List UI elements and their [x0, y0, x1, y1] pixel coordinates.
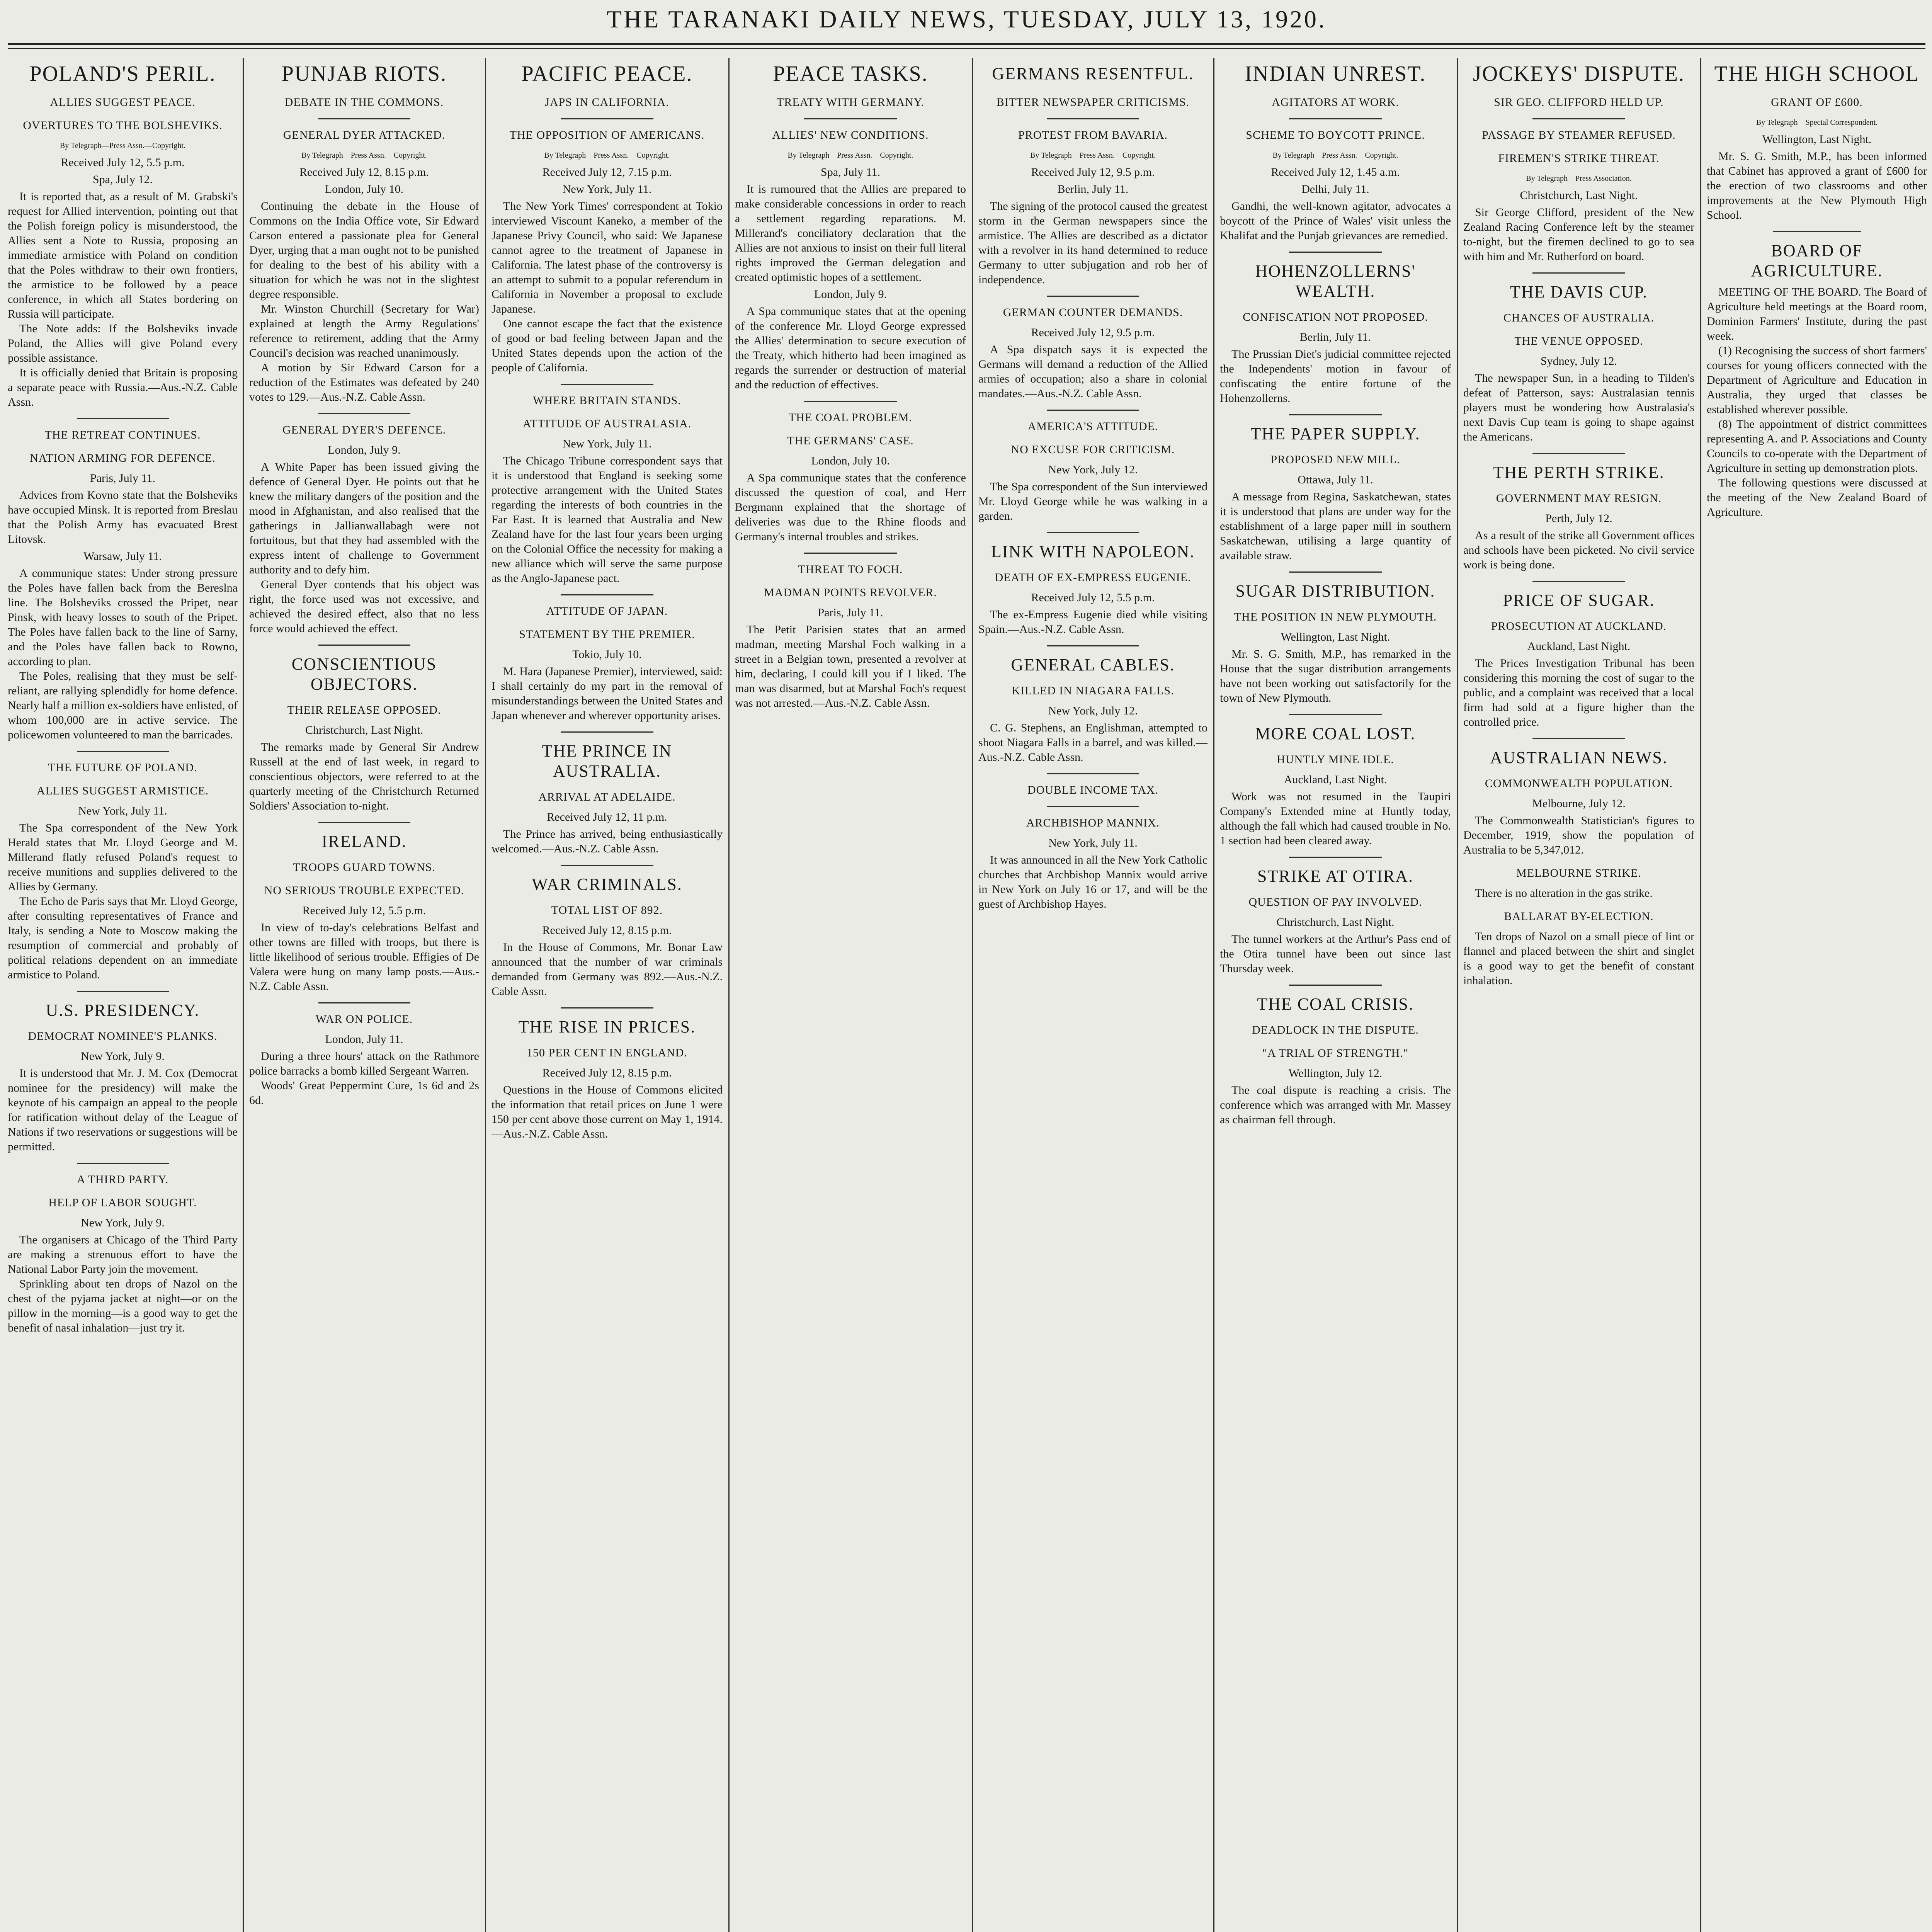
headline: JOCKEYS' DISPUTE. [1473, 62, 1685, 86]
subheading: MELBOURNE STRIKE. [1516, 867, 1641, 879]
paragraph: The newspaper Sun, in a heading to Tilden's defeat of Patterson, says: Australasian tennis players must be wondering how Australasia's next Davis Cup team is going to shape against the Americans. [1463, 372, 1694, 443]
dateline: Sydney, July 12. [1540, 355, 1617, 367]
paragraph: M. Hara (Japanese Premier), interviewed, said: I shall certainly do my part in the removal of misunderstandings between the United States and Japan whenever and wherever opportunity arises. [492, 665, 723, 722]
dateline: Paris, July 11. [90, 472, 155, 485]
section-heading: THE COAL CRISIS. [1257, 995, 1414, 1014]
divider [1289, 118, 1381, 119]
section-heading: SUGAR DISTRIBUTION. [1235, 582, 1435, 600]
subheading: SCHEME TO BOYCOTT PRINCE. [1246, 129, 1425, 141]
received-line: Received July 12, 8.15 p.m. [299, 166, 429, 179]
divider [1047, 532, 1139, 533]
headline: GERMANS RESENTFUL. [992, 64, 1194, 83]
column-rule [972, 58, 973, 1932]
subheading: TROOPS GUARD TOWNS. [293, 861, 435, 874]
subheading: NO EXCUSE FOR CRITICISM. [1011, 443, 1175, 456]
subheading: BITTER NEWSPAPER CRITICISMS. [996, 96, 1190, 109]
subheading: WHERE BRITAIN STANDS. [533, 394, 681, 407]
paragraph: The tunnel workers at the Arthur's Pass end of the Otira tunnel have been out since last Thursday week. [1220, 933, 1451, 975]
column-punjab [245, 58, 483, 1932]
subheading: DEMOCRAT NOMINEE'S PLANKS. [28, 1030, 218, 1043]
paragraph: The Chicago Tribune correspondent says that it is understood that England is seeking some protective arrangement with the United States regarding the interests of both countries in the Far East. It is learned that Australia and New Zealand have for the last four years been urging on the Colonial Office the necessity for making a new alliance which will serve the same purpose as the Anglo-Japanese pact. [492, 454, 723, 585]
divider [561, 865, 653, 866]
paragraph: The Echo de Paris says that Mr. Lloyd George, after consulting representatives of France and Italy, is sending a Note to Moscow making the resumption of commercial and probably of political relations dependent on an immediate armistice to Poland. [8, 895, 238, 981]
paragraph: Sir George Clifford, president of the New Zealand Racing Conference left by the steamer to-night, but the firemen declined to go to sea with him and Mr. Rutherford on board. [1463, 206, 1694, 263]
divider [318, 645, 410, 646]
divider [561, 1007, 653, 1009]
column-rule [728, 58, 730, 1932]
paragraph: The Note adds: If the Bolsheviks invade Poland, the Allies will give Poland every possible assistance. [8, 322, 238, 364]
paragraph: Advices from Kovno state that the Bolsheviks have occupied Minsk. It is reported from Breslau that the Polish Army has evacuated Brest Litovsk. [8, 489, 238, 546]
paragraph: The Commonwealth Statistician's figures to December, 1919, show the population of Australia to be 5,347,012. [1463, 814, 1694, 856]
dateline: London, July 11. [325, 1033, 403, 1046]
subheading: SIR GEO. CLIFFORD HELD UP. [1494, 96, 1664, 109]
paragraph: There is no alteration in the gas strike. [1475, 887, 1653, 900]
masthead-rule-thin [8, 48, 1925, 49]
divider [318, 118, 410, 119]
section-heading: THE DAVIS CUP. [1510, 282, 1648, 301]
headline: INDIAN UNREST. [1245, 62, 1426, 86]
divider [1289, 571, 1381, 573]
subheading: HUNTLY MINE IDLE. [1277, 753, 1394, 766]
advertisement: Ten drops of Nazol on a small piece of lint or flannel and placed between the shirt and singlet is a good way to get the benefit of constant inhalation. [1463, 930, 1694, 987]
subheading: GENERAL DYER'S DEFENCE. [282, 423, 446, 436]
divider [318, 822, 410, 823]
paragraph: C. G. Stephens, an Englishman, attempted to shoot Niagara Falls in a barrel, and was killed.—Aus.-N.Z. Cable Assn. [978, 721, 1208, 764]
subheading: GOVERNMENT MAY RESIGN. [1496, 492, 1662, 505]
advertisement: Woods' Great Peppermint Cure, 1s 6d and 2s 6d. [249, 1079, 479, 1107]
divider [77, 751, 169, 752]
paragraph: The Prices Investigation Tribunal has been considering this morning the cost of sugar to the public, and a complaint was received that a local firm had sold at a figure higher than the controlled price. [1463, 657, 1694, 728]
subheading: JAPS IN CALIFORNIA. [545, 96, 669, 109]
paragraph: Mr. Winston Churchill (Secretary for War) explained at length the Army Regulations' reference to retirement, adding that the Army Council's decision was reached unanimously. [249, 303, 479, 359]
subheading: CHANCES OF AUSTRALIA. [1503, 311, 1655, 324]
subheading: OVERTURES TO THE BOLSHEVIKS. [23, 119, 223, 132]
subheading: PASSAGE BY STEAMER REFUSED. [1482, 129, 1676, 141]
credit-line: By Telegraph—Press Assn.—Copyright. [787, 151, 913, 160]
section-heading: THE PRINCE IN AUSTRALIA. [542, 742, 672, 781]
subheading: A THIRD PARTY. [77, 1173, 169, 1186]
divider [318, 1002, 410, 1003]
section-heading: IRELAND. [321, 832, 407, 851]
paragraph: A communique states: Under strong pressure the Poles have fallen back from the Bereslna line. The Bolsheviks crossed the Pripet, near Pinsk, with heavy losses to south of the Pripet. The Poles have fallen back to the line of Sarny, and the Poles have fallen back to Rowno, according to plan. [8, 567, 238, 668]
subheading: BALLARAT BY-ELECTION. [1504, 910, 1654, 923]
column-rule [1213, 58, 1214, 1932]
paragraph: A Spa communique states that the conference discussed the question of coal, and Herr Bergmann explained that the shortage of deliveries was due to the Rhine floods and Germany's internal troubles and strikes. [735, 471, 966, 543]
subheading: 150 PER CENT IN ENGLAND. [527, 1046, 687, 1059]
subheading: PROSECUTION AT AUCKLAND. [1491, 620, 1667, 633]
section-heading: PRICE OF SUGAR. [1503, 591, 1655, 610]
divider [804, 118, 896, 119]
masthead-rule [8, 43, 1925, 45]
headline: PEACE TASKS. [773, 62, 928, 86]
paragraph: Gandhi, the well-known agitator, advocates a boycott of the Prince of Wales' visit unless the Khalifat and the Punjab grievances are remedied. [1220, 200, 1451, 242]
dateline: Received July 12, 9.5 p.m. [1031, 326, 1155, 339]
subheading: DEADLOCK IN THE DISPUTE. [1252, 1024, 1419, 1036]
divider [1532, 453, 1625, 454]
divider [77, 1163, 169, 1164]
subheading: TOTAL LIST OF 892. [551, 904, 663, 917]
column-poland [4, 58, 242, 1932]
column-rule [1457, 58, 1458, 1932]
divider [1532, 118, 1625, 119]
subheading: QUESTION OF PAY INVOLVED. [1248, 896, 1422, 908]
column-rule [243, 58, 244, 1932]
divider [804, 553, 896, 554]
subheading: ALLIES' NEW CONDITIONS. [772, 129, 929, 141]
paragraph: Mr. S. G. Smith, M.P., has remarked in the House that the sugar distribution arrangements have not been working out satisfactorily for the town of New Plymouth. [1220, 648, 1451, 704]
subheading: ATTITUDE OF JAPAN. [546, 605, 668, 617]
column-peace-tasks [731, 58, 970, 1932]
paragraph: The Spa correspondent of the New York Herald states that Mr. Lloyd George and M. Millerand flatly refused Poland's request to receive munitions and supplies delivered to the Allies by Germany. [8, 821, 238, 893]
credit-line: By Telegraph—Press Assn.—Copyright. [544, 151, 670, 160]
paragraph: A motion by Sir Edward Carson for a reduction of the Estimates was defeated by 240 votes to 129.—Aus.-N.Z. Cable Assn. [249, 361, 479, 403]
dateline: New York, July 11. [562, 437, 652, 450]
dateline: Tokio, July 10. [572, 648, 642, 661]
paragraph: A Spa dispatch says it is expected the Germans will demand a reduction of the Allied armies of occupation; also a share in colonial mandates.—Aus.-N.Z. Cable Assn. [978, 343, 1208, 400]
dateline: Warsaw, July 11. [83, 550, 162, 563]
received-line: Received July 12, 5.5 p.m. [61, 156, 185, 169]
subheading: MADMAN POINTS REVOLVER. [764, 586, 937, 599]
section-heading: HOHENZOLLERNS' WEALTH. [1255, 262, 1416, 301]
subheading: HELP OF LABOR SOUGHT. [48, 1196, 197, 1209]
dateline: Berlin, July 11. [1300, 331, 1371, 344]
paragraph: The Prince has arrived, being enthusiastically welcomed.—Aus.-N.Z. Cable Assn. [492, 828, 723, 855]
subheading: DEBATE IN THE COMMONS. [284, 96, 444, 109]
dateline: New York, July 12. [1048, 704, 1138, 717]
paragraph: A message from Regina, Saskatchewan, states it is understood that plans are under way for the establishment of a large paper mill in southern Saskatchewan, utilising a large quantity of available straw. [1220, 490, 1451, 562]
divider [1047, 410, 1139, 411]
divider [1289, 857, 1381, 858]
subheading: STATEMENT BY THE PREMIER. [519, 628, 695, 641]
subheading: THEIR RELEASE OPPOSED. [287, 704, 441, 716]
paragraph: The Petit Parisien states that an armed madman, meeting Marshal Foch walking in a street in a Belgian town, presented a revolver at him, declaring, I could kill you if I liked. The man was disarmed, but at Marshal Foch's request was not arrested.—Aus.-N.Z. Cable Assn. [735, 623, 966, 709]
received-line: Received July 12, 1.45 a.m. [1271, 166, 1400, 179]
subheading: THE GERMANS' CASE. [787, 434, 914, 447]
subheading: THE POSITION IN NEW PLYMOUTH. [1234, 611, 1437, 623]
credit-line: By Telegraph—Special Correspondent. [1756, 118, 1878, 127]
divider [1532, 581, 1625, 582]
subheading: AGITATORS AT WORK. [1272, 96, 1399, 109]
paragraph: Continuing the debate in the House of Commons on the India Office vote, Sir Edward Carson entered a passionate plea for General Dyer, urging that a man ought not to be punished for dealing to the best of his ability with a situation for which he was not in the slightest degree responsible. [249, 200, 479, 301]
subheading: "A TRIAL OF STRENGTH." [1262, 1047, 1409, 1060]
divider [804, 401, 896, 402]
dateline: Christchurch, Last Night. [305, 724, 423, 736]
section-heading: WAR CRIMINALS. [532, 875, 682, 894]
dateline: Wellington, Last Night. [1762, 133, 1872, 146]
divider [1047, 118, 1139, 119]
divider [318, 413, 410, 414]
paragraph: The remarks made by General Sir Andrew Russell at the end of last week, in regard to conscientious objectors, were referred to at the quarterly meeting of the Christchurch Returned Soldiers' Association to-night. [249, 741, 479, 812]
subheading: THREAT TO FOCH. [798, 563, 903, 576]
dateline: Received July 12, 8.15 p.m. [542, 924, 672, 937]
subheading: CONFISCATION NOT PROPOSED. [1243, 311, 1428, 323]
section-heading: BOARD OF AGRICULTURE. [1751, 241, 1883, 280]
subheading: NO SERIOUS TROUBLE EXPECTED. [264, 884, 464, 897]
credit-line: By Telegraph—Press Association. [1526, 174, 1632, 183]
column-indian-unrest [1216, 58, 1455, 1932]
headline: THE HIGH SCHOOL [1714, 62, 1920, 86]
dateline: Perth, July 12. [1545, 512, 1612, 525]
divider [561, 594, 653, 595]
column-jockeys-dispute [1459, 58, 1698, 1932]
subheading: GRANT OF £600. [1771, 96, 1863, 109]
section-heading: CONSCIENTIOUS OBJECTORS. [291, 655, 437, 694]
credit-line: By Telegraph—Press Assn.—Copyright. [1272, 151, 1398, 160]
paragraph: It was announced in all the New York Catholic churches that Archbishop Mannix would arrive in New York on July 16 or 17, and will be the guest of Archbishop Hayes. [978, 854, 1208, 910]
dateline: Wellington, Last Night. [1281, 631, 1390, 643]
subheading: THE VENUE OPPOSED. [1514, 335, 1643, 347]
credit-line: By Telegraph—Press Assn.—Copyright. [60, 141, 185, 150]
divider [1047, 296, 1139, 297]
dateline: London, July 9. [814, 288, 887, 301]
paragraph: As a result of the strike all Government offices and schools have been picketed. No civil service work is being done. [1463, 529, 1694, 571]
headline: PUNJAB RIOTS. [281, 62, 447, 86]
divider [1289, 414, 1381, 415]
divider [1532, 738, 1625, 739]
section-heading: STRIKE AT OTIRA. [1257, 867, 1413, 886]
divider [561, 118, 653, 119]
dateline: Spa, July 11. [821, 166, 880, 179]
credit-line: By Telegraph—Press Assn.—Copyright. [1030, 151, 1156, 160]
dateline: Received July 12, 11 p.m. [547, 811, 667, 823]
subheading: THE FUTURE OF POLAND. [48, 761, 197, 774]
subheading: ATTITUDE OF AUSTRALASIA. [522, 417, 692, 430]
paragraph: One cannot escape the fact that the existence of good or bad feeling between Japan and the United States depends upon the action of the people of California. [492, 317, 723, 374]
dateline: Wellington, July 12. [1288, 1067, 1383, 1080]
paragraph: During a three hours' attack on the Rathmore police barracks a bomb killed Sergeant Warren. [249, 1050, 479, 1077]
section-heading: THE PAPER SUPPLY. [1250, 424, 1420, 443]
subheading: WAR ON POLICE. [315, 1013, 413, 1026]
subheading: NATION ARMING FOR DEFENCE. [29, 452, 216, 464]
section-heading: MORE COAL LOST. [1255, 724, 1416, 743]
dateline: Delhi, July 11. [1301, 183, 1369, 196]
paragraph: The Poles, realising that they must be self-reliant, are rallying splendidly for home defence. Nearly half a million ex-soldiers have enlisted, of whom 100,000 are in active service. The policewomen volunteered to man the barricades. [8, 670, 238, 741]
dateline: Ottawa, July 11. [1298, 473, 1373, 486]
paragraph: Work was not resumed in the Taupiri Company's Extended mine at Huntly today, although the fall which had caused trouble in No. 1 section had been cleared away. [1220, 790, 1451, 847]
subheading: DOUBLE INCOME TAX. [1027, 784, 1159, 796]
paragraph: The Spa correspondent of the Sun interviewed Mr. Lloyd George while he was walking in a garden. [978, 480, 1208, 522]
dateline: New York, July 11. [78, 804, 167, 817]
paragraph: In view of to-day's celebrations Belfast and other towns are filled with troops, but there is little likelihood of serious trouble. Effigies of De Valera were hung on many lamp posts.—Aus.-N.Z. Cable Assn. [249, 921, 479, 993]
dateline: Christchurch, Last Night. [1276, 916, 1395, 929]
paragraph: The ex-Empress Eugenie died while visiting Spain.—Aus.-N.Z. Cable Assn. [978, 608, 1208, 636]
credit-line: By Telegraph—Press Assn.—Copyright. [301, 151, 427, 160]
subheading: KILLED IN NIAGARA FALLS. [1012, 684, 1174, 697]
subheading: ALLIES SUGGEST ARMISTICE. [36, 784, 209, 797]
paragraph: In the House of Commons, Mr. Bonar Law announced that the number of war criminals demanded from Germany was 892.—Aus.-N.Z. Cable Assn. [492, 941, 723, 998]
divider [1047, 773, 1139, 774]
paragraph: A Spa communique states that at the opening of the conference Mr. Lloyd George expressed the Allies' determination to secure execution of the Treaty, which hitherto had been imagined as regards the surrender or destruction of material and the reduction of effectives. [735, 305, 966, 391]
paragraph: (8) The appointment of district committees representing A. and P. Associations and County Councils to co-operate with the Department of Agriculture in setting up demonstration plots. [1707, 418, 1927, 474]
subheading: ARRIVAL AT ADELAIDE. [538, 791, 676, 803]
section-heading: GENERAL CABLES. [1011, 655, 1175, 674]
subheading: COMMONWEALTH POPULATION. [1485, 777, 1673, 790]
dateline: New York, July 11. [1048, 837, 1138, 849]
subheading: ALLIES SUGGEST PEACE. [50, 96, 196, 109]
divider [77, 991, 169, 992]
divider [561, 384, 653, 385]
divider [1289, 252, 1381, 253]
paragraph: It is rumoured that the Allies are prepared to make considerable concessions in order to reach a settlement regarding reparations. M. Millerand's conciliatory declaration that the Allies are not anxious to insist on their full literal rights improved the German delegation and created optimistic hopes of a settlement. [735, 183, 966, 284]
dateline: Paris, July 11. [818, 606, 883, 619]
dateline: Received July 12, 8.15 p.m. [542, 1066, 672, 1079]
paragraph: The Prussian Diet's judicial committee rejected the Independents' motion in favour of confiscating the entire fortune of the Hohenzollerns. [1220, 348, 1451, 405]
subheading: TREATY WITH GERMANY. [777, 96, 924, 109]
dateline: New York, July 9. [81, 1050, 165, 1063]
paragraph: General Dyer contends that his object was right, the force used was not excessive, and achieved the desired effect, also that no less force would achieved the effect. [249, 578, 479, 635]
subheading: GENERAL DYER ATTACKED. [283, 129, 446, 141]
subheading: PROTEST FROM BAVARIA. [1018, 129, 1168, 141]
paragraph: Questions in the House of Commons elicited the information that retail prices on June 1 were 150 per cent above those current on May 1, 1914.—Aus.-N.Z. Cable Assn. [492, 1083, 723, 1140]
dateline: London, July 10. [325, 183, 404, 196]
subheading: THE RETREAT CONTINUES. [44, 429, 201, 441]
divider [1532, 272, 1625, 274]
subheading: DEATH OF EX-EMPRESS EUGENIE. [995, 571, 1191, 584]
dateline: New York, July 12. [1048, 463, 1138, 476]
divider [1289, 985, 1381, 986]
divider [561, 731, 653, 733]
column-rule [485, 58, 486, 1932]
divider [77, 418, 169, 419]
dateline: Auckland, Last Night. [1284, 773, 1387, 786]
paragraph: Mr. S. G. Smith, M.P., has been informed that Cabinet has approved a grant of £600 for the erection of two classrooms and other improvements at the New Plymouth High School. [1707, 150, 1927, 221]
paragraph: The New York Times' correspondent at Tokio interviewed Viscount Kaneko, a member of the Japanese Privy Council, who said: We Japanese cannot agree to the treatment of Japanese in California. The latest phase of the controversy is an attempt to submit to a popular referendum in California in November a proposal to exclude Japanese. [492, 200, 723, 315]
divider [1289, 714, 1381, 715]
subheading: PROPOSED NEW MILL. [1270, 453, 1400, 466]
paragraph: A White Paper has been issued giving the defence of General Dyer. He points out that he knew the military dangers of the position and the mood in Afghanistan, and also realised that the gatherings in Jallianwallabagh were not fortuitous, but that they had assembled with the express intent of challenge to Government authority and to defy him. [249, 461, 479, 576]
dateline: Christchurch, Last Night. [1520, 189, 1638, 202]
dateline: Spa, July 12. [92, 173, 153, 186]
divider [1047, 806, 1139, 807]
section-heading: THE PERTH STRIKE. [1493, 463, 1665, 482]
column-germans-resentful [975, 58, 1211, 1932]
dateline: Auckland, Last Night. [1527, 640, 1631, 653]
subheading: ARCHBISHOP MANNIX. [1026, 816, 1160, 829]
paragraph: The signing of the protocol caused the greatest storm in the German newspapers since the armistice. The Allies are described as a dictator with a revolver in its hand determined to reduce Germany to utter subjugation and rob her of independence. [978, 200, 1208, 286]
paragraph: It is officially denied that Britain is proposing a separate peace with Russia.—Aus.-N.Z. Cable Assn. [8, 366, 238, 408]
section-heading: U.S. PRESIDENCY. [46, 1001, 200, 1020]
received-line: Received July 12, 9.5 p.m. [1031, 166, 1155, 179]
dateline: New York, July 11. [562, 183, 652, 196]
dateline: Received July 12, 5.5 p.m. [1031, 591, 1155, 604]
dateline: New York, July 9. [81, 1216, 165, 1229]
masthead: THE TARANAKI DAILY NEWS, TUESDAY, JULY 13, 1920. [607, 5, 1327, 33]
advertisement: Sprinkling about ten drops of Nazol on the chest of the pyjama jacket at night—or on the pillow in the morning—is a good way to get the benefit of nasal inhalation—just try it. [8, 1277, 238, 1334]
section-heading: AUSTRALIAN NEWS. [1490, 748, 1668, 767]
received-line: Received July 12, 7.15 p.m. [542, 166, 672, 179]
paragraph: The organisers at Chicago of the Third Party are making a strenuous effort to have the National Labor Party join the movement. [8, 1233, 238, 1276]
paragraph: It is understood that Mr. J. M. Cox (Democrat nominee for the presidency) will make the keynote of his campaign an appeal to the people for ratification without delay of the League of Nations if two reservations or suggestions will be permitted. [8, 1067, 238, 1153]
dateline: London, July 9. [328, 444, 401, 456]
dateline: Melbourne, July 12. [1532, 797, 1626, 810]
paragraph: The coal dispute is reaching a crisis. The conference which was arranged with Mr. Massey as chairman fell through. [1220, 1084, 1451, 1126]
subheading: FIREMEN'S STRIKE THREAT. [1498, 152, 1660, 165]
paragraph: (1) Recognising the success of short farmers' courses for young officers connected with the Department of Agriculture and Education in Australia, they urged that classes be established wherever possible. [1707, 344, 1927, 416]
section-heading: THE RISE IN PRICES. [518, 1017, 696, 1036]
headline: PACIFIC PEACE. [521, 62, 693, 86]
paragraph: The following questions were discussed at the meeting of the New Zealand Board of Agriculture. [1707, 476, 1927, 519]
divider [1047, 645, 1139, 646]
divider [1773, 231, 1861, 232]
paragraph: It is reported that, as a result of M. Grabski's request for Allied intervention, pointing out that the Polish foreign policy is misunderstood, the Allies sent a Note to Russia, proposing an immediate armistice with Poland on condition that the Poles withdraw to their own frontiers, the armistice to be followed by a peace conference, in which all States bordering on Russia will participate. [8, 190, 238, 320]
dateline: Berlin, July 11. [1057, 183, 1129, 196]
paragraph: MEETING OF THE BOARD. The Board of Agriculture held meetings at the Board room, Dominion Farmers' Institute, during the past week. [1707, 286, 1927, 342]
subheading: GERMAN COUNTER DEMANDS. [1003, 306, 1183, 319]
column-rule [1700, 58, 1701, 1932]
column-high-school [1703, 58, 1931, 1932]
section-heading: LINK WITH NAPOLEON. [991, 542, 1195, 561]
subheading: THE COAL PROBLEM. [788, 411, 913, 424]
subheading: AMERICA'S ATTITUDE. [1027, 420, 1158, 433]
headline: POLAND'S PERIL. [29, 62, 216, 86]
dateline: London, July 10. [811, 454, 890, 467]
dateline: Received July 12, 5.5 p.m. [302, 904, 426, 917]
subheading: THE OPPOSITION OF AMERICANS. [509, 129, 705, 141]
column-pacific [488, 58, 726, 1932]
